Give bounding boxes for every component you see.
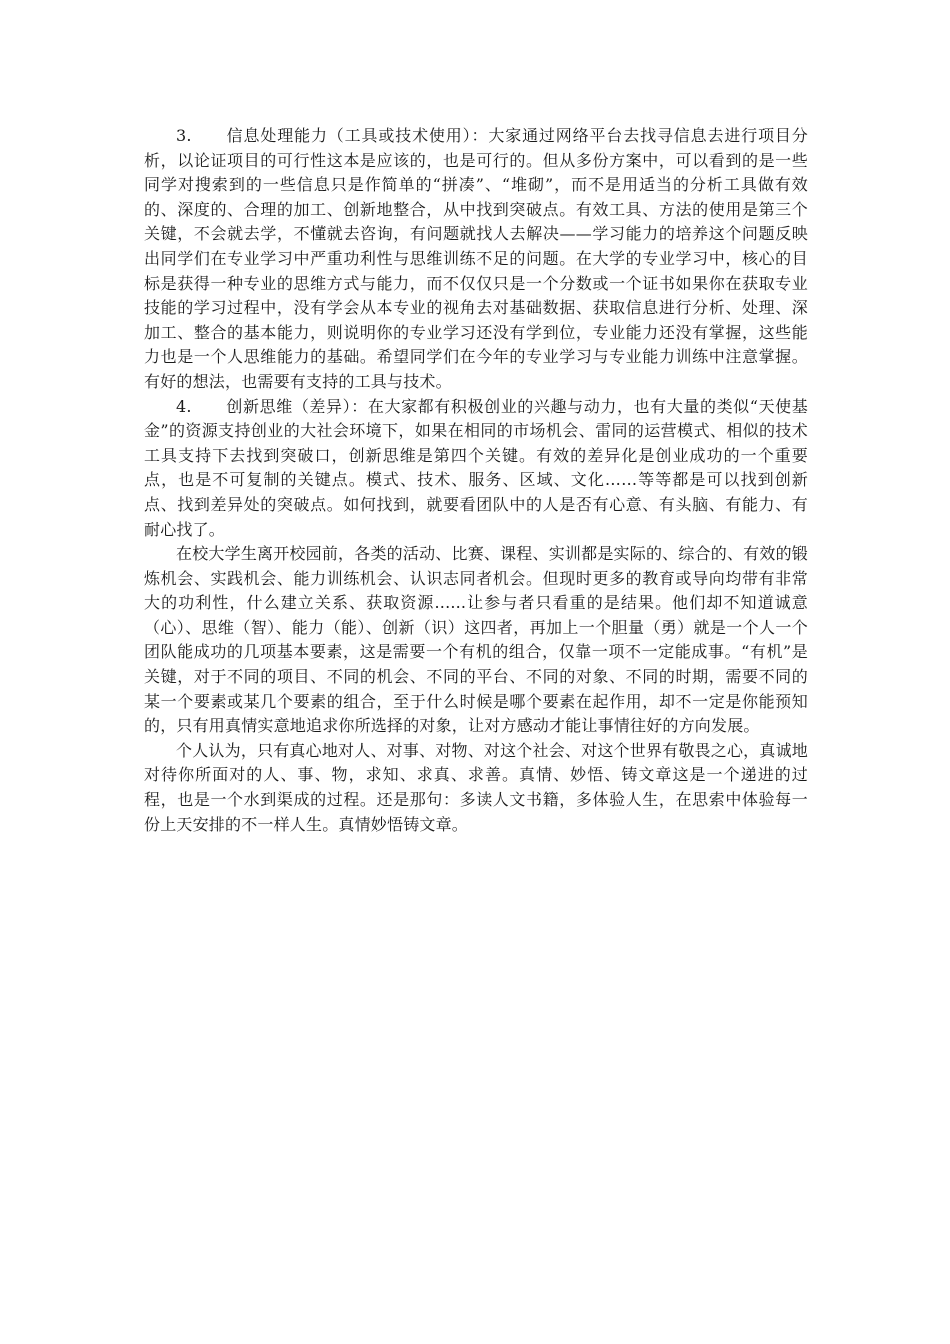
- paragraph-conclusion: [144, 739, 808, 837]
- paragraph-text: 创新思维（差异）：在大家都有积极创业的兴趣与动力，也有大量的类似“天使基金”的资源支持创业的大社会环境下，如果在相同的市场机会、雷同的运营模式、相似的技术工具支持下去找到突破口，创新思维是第四个关键。有效的差异化是创业成功的一个重要点，也是不可复制的关键点。模式、技术、服务、区域、文化……等等都是可以找到创新点、找到差异处的突破点。如何找到，就要看团队中的人是否有心意、有头脑、有能力、有耐心找了。: [144, 396, 808, 539]
- paragraph-number: 4.: [176, 396, 192, 416]
- paragraph-4: [144, 395, 808, 543]
- paragraph-text: 个人认为，只有真心地对人、对事、对物、对这个社会、对这个世界有敬畏之心，真诚地对待你所面对的人、事、物，求知、求真、求善。真情、妙悟、铸文章这是一个递进的过程，也是一个水到渠成的过程。还是那句：多读人文书籍，多体验人生，在思索中体验每一份上天安排的不一样人生。真情妙悟铸文章。: [144, 740, 808, 834]
- paragraph-campus: [144, 542, 808, 739]
- paragraph-3: [144, 124, 808, 395]
- document-body: [144, 124, 808, 837]
- paragraph-text: 在校大学生离开校园前，各类的活动、比赛、课程、实训都是实际的、综合的、有效的锻炼机会、实践机会、能力训练机会、认识志同者机会。但现时更多的教育或导向均带有非常大的功利性，什么建立关系、获取资源......让参与者只看重的是结果。他们却不知道诚意（心）、思维（智）、能力（能）、创新（识）这四者，再加上一个胆量（勇）就是一个人一个团队能成功的几项基本要素，这是需要一个有机的组合，仅靠一项不一定能成事。“有机”是关键，对于不同的项目、不同的机会、不同的平台、不同的对象、不同的时期，需要不同的某一个要素或某几个要素的组合，至于什么时候是哪个要素在起作用，却不一定是你能预知的，只有用真情实意地追求你所选择的对象，让对方感动才能让事情往好的方向发展。: [144, 544, 808, 736]
- paragraph-number: 3.: [176, 126, 192, 145]
- paragraph-text: 信息处理能力（工具或技术使用）：大家通过网络平台去找寻信息去进行项目分析，以论证项目的可行性这本是应该的，也是可行的。但从多份方案中，可以看到的是一些同学对搜索到的一些信息只是作简单的“拼凑”、“堆砌”，而不是用适当的分析工具做有效的、深度的、合理的加工、创新地整合，从中找到突破点。有效工具、方法的使用是第三个关键，不会就去学，不懂就去咨询，有问题就找人去解决——学习能力的培养这个问题反映出同学们在专业学习中严重功利性与思维训练不足的问题。在大学的专业学习中，核心的目标是获得一种专业的思维方式与能力，而不仅仅只是一个分数或一个证书如果你在获取专业技能的学习过程中，没有学会从本专业的视角去对基础数据、获取信息进行分析、处理、深加工、整合的基本能力，则说明你的专业学习还没有学到位，专业能力还没有掌握，这些能力也是一个人思维能力的基础。希望同学们在今年的专业学习与专业能力训练中注意掌握。有好的想法，也需要有支持的工具与技术。: [144, 126, 808, 391]
